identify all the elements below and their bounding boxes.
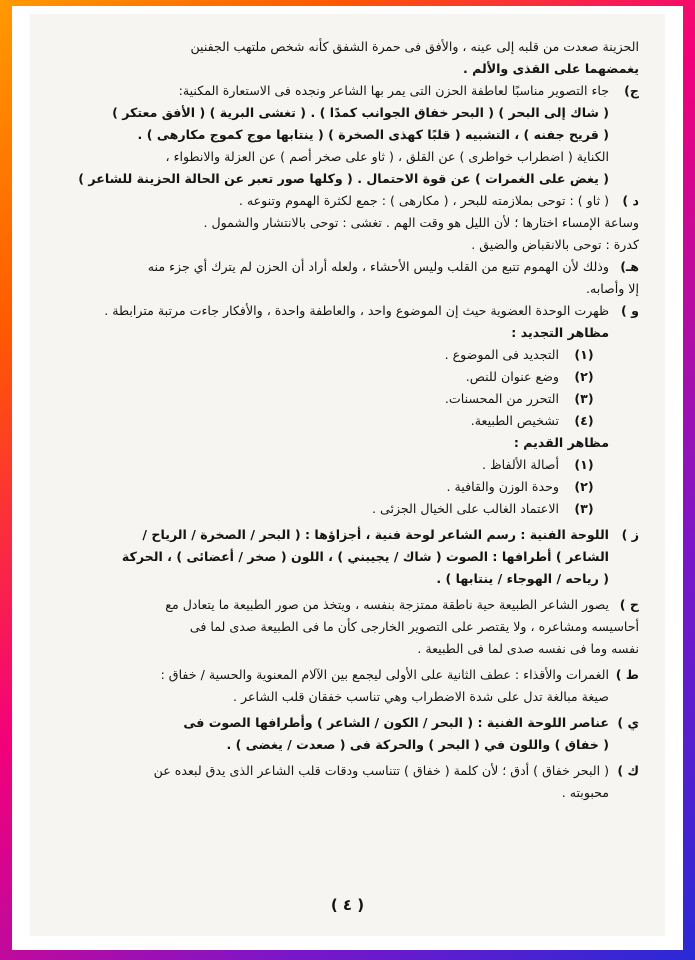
answer-ta	[52, 664, 639, 708]
list-text: وضع عنوان للنص.	[465, 369, 559, 384]
answer-zay	[52, 524, 639, 590]
answer-label: ج)	[624, 83, 639, 98]
page-number: ( ٤ )	[330, 896, 365, 914]
answer-line: ( قريح جفنه ) ، التشبيه ( قلبًا كهذى الصخرة ) ( ينتابها موج كموج مكارهى ) .	[137, 127, 609, 142]
answer-line: محبوبته .	[561, 785, 609, 800]
answer-dal	[52, 190, 639, 212]
answer-line: وذلك لأن الهموم تتبع من القلب وليس الأحشاء ، ولعله أراد أن الحزن لم يترك أي جزء منه	[147, 259, 609, 274]
list-item	[52, 344, 609, 366]
list-text: التحرر من المحسنات.	[444, 391, 559, 406]
page-frame	[12, 6, 683, 950]
list-text: الاعتماد الغالب على الخيال الجزئى .	[371, 501, 559, 516]
answer-ha2	[52, 594, 639, 616]
list-number: (٤)	[574, 413, 594, 428]
answer-line: ( خفاق ) واللون في ( البحر ) والحركة فى ( صعدت / يغضى ) .	[226, 737, 609, 752]
list-number: (٣)	[574, 501, 594, 516]
document-page	[30, 14, 665, 936]
tradition-heading: مظاهر القديم :	[513, 435, 609, 450]
list-number: (٢)	[574, 479, 594, 494]
answer-line: ( شاك إلى البحر ) ( البحر خفاق الجوانب كمدًا ) . ( تغشى البرية ) ( الأفق معتكر )	[112, 105, 609, 120]
list-item	[52, 410, 609, 432]
answer-line: صيغة مبالغة تدل على شدة الاضطراب وهي تناسب خفقان قلب الشاعر .	[233, 689, 609, 704]
answer-ya	[52, 712, 639, 756]
answer-line: أحاسيسه ومشاعره ، ولا يقتصر على التصوير الخارجى كأن ما فى الطبيعة صدى لما فى	[189, 619, 639, 634]
answer-line: ( ثاو ) : توحى بملازمته للبحر ، ( مكارهى ) : جمع لكثرة الهموم وتنوعه .	[238, 193, 609, 208]
answer-label: ي )	[617, 715, 639, 730]
answer-label: د )	[622, 193, 639, 208]
answer-jim	[52, 80, 639, 190]
answer-line: كدرة : توحى بالانقباض والضيق .	[471, 237, 639, 252]
answer-line: إلا وأصابه.	[585, 281, 639, 296]
answer-line: ( البحر خفاق ) أدق ؛ لأن كلمة ( خفاق ) تتناسب ودقات قلب الشاعر الذى يدق لبعده عن	[153, 763, 609, 778]
answer-line: ( يغض على الغمرات ) عن قوة الاحتمال . ( وكلها صور تعبر عن الحالة الحزينة للشاعر )	[78, 171, 609, 186]
renewal-heading: مظاهر التجديد :	[511, 325, 609, 340]
list-text: التجديد فى الموضوع .	[444, 347, 559, 362]
list-item	[52, 388, 609, 410]
answer-label: ز )	[621, 527, 639, 542]
answer-label: هـ)	[620, 259, 639, 274]
list-item	[52, 366, 609, 388]
list-number: (٢)	[574, 369, 594, 384]
list-item	[52, 498, 609, 520]
answer-ha	[52, 256, 639, 278]
answer-label: ط )	[615, 667, 639, 682]
answer-line: وساعة الإمساء اختارها ؛ لأن الليل هو وقت الهم . تغشى : توحى بالانتشار والشمول .	[203, 215, 639, 230]
list-number: (١)	[574, 457, 594, 472]
answer-line: الشاعر ) أطرافها : الصوت ( شاك / يجيبني ) ، اللون ( صخر / أعضائى ) ، الحركة	[121, 549, 609, 564]
answer-line: اللوحة الفنية : رسم الشاعر لوحة فنية ، أجزاؤها : ( البحر / الصخرة / الرياح /	[142, 527, 609, 542]
answer-label: و )	[621, 303, 639, 318]
list-text: وحدة الوزن والقافية .	[446, 479, 559, 494]
answer-line: عناصر اللوحة الفنية : ( البحر / الكون / الشاعر ) وأطرافها الصوت فى	[183, 715, 609, 730]
list-number: (١)	[574, 347, 594, 362]
answer-line: ( رياحه / الهوجاء / ينتابها ) .	[436, 571, 609, 586]
answer-kaf	[52, 760, 639, 804]
list-number: (٣)	[574, 391, 594, 406]
answer-label: ح )	[619, 597, 639, 612]
intro-line: الحزينة صعدت من قلبه إلى عينه ، والأفق فى حمرة الشفق كأنه شخص ملتهب الجفنين	[190, 39, 639, 54]
answer-line: نفسه وما فى نفسه صدى لما فى الطبيعة .	[417, 641, 639, 656]
answer-line: جاء التصوير مناسبًا لعاطفة الحزن التى يمر بها الشاعر ونجده فى الاستعارة المكنية:	[178, 83, 609, 98]
answer-line: ظهرت الوحدة العضوية حيث إن الموضوع واحد ، والعاطفة واحدة ، والأفكار جاءت مرتبة مترابطة .	[104, 303, 609, 318]
list-item	[52, 454, 609, 476]
answer-line: يصور الشاعر الطبيعة حية ناطقة ممتزجة بنفسه ، ويتخذ من صور الطبيعة ما يتعادل مع	[165, 597, 609, 612]
answer-line: الغمرات والأقذاء : عطف الثانية على الأولى ليجمع بين الآلام المعنوية والحسية / خفاق :	[160, 667, 609, 682]
renewal-list	[52, 344, 609, 432]
list-text: تشخيص الطبيعة.	[470, 413, 559, 428]
answer-line: الكناية ( اضطراب خواطرى ) عن القلق ، ( ثاو على صخر أصم ) عن العزلة والانطواء ،	[165, 149, 609, 164]
intro-line: يغمضهما على القذى والألم .	[462, 61, 639, 76]
list-item	[52, 476, 609, 498]
list-text: أصالة الألفاظ .	[481, 457, 559, 472]
answer-waw	[52, 300, 639, 520]
tradition-list	[52, 454, 609, 520]
answer-label: ك )	[617, 763, 639, 778]
